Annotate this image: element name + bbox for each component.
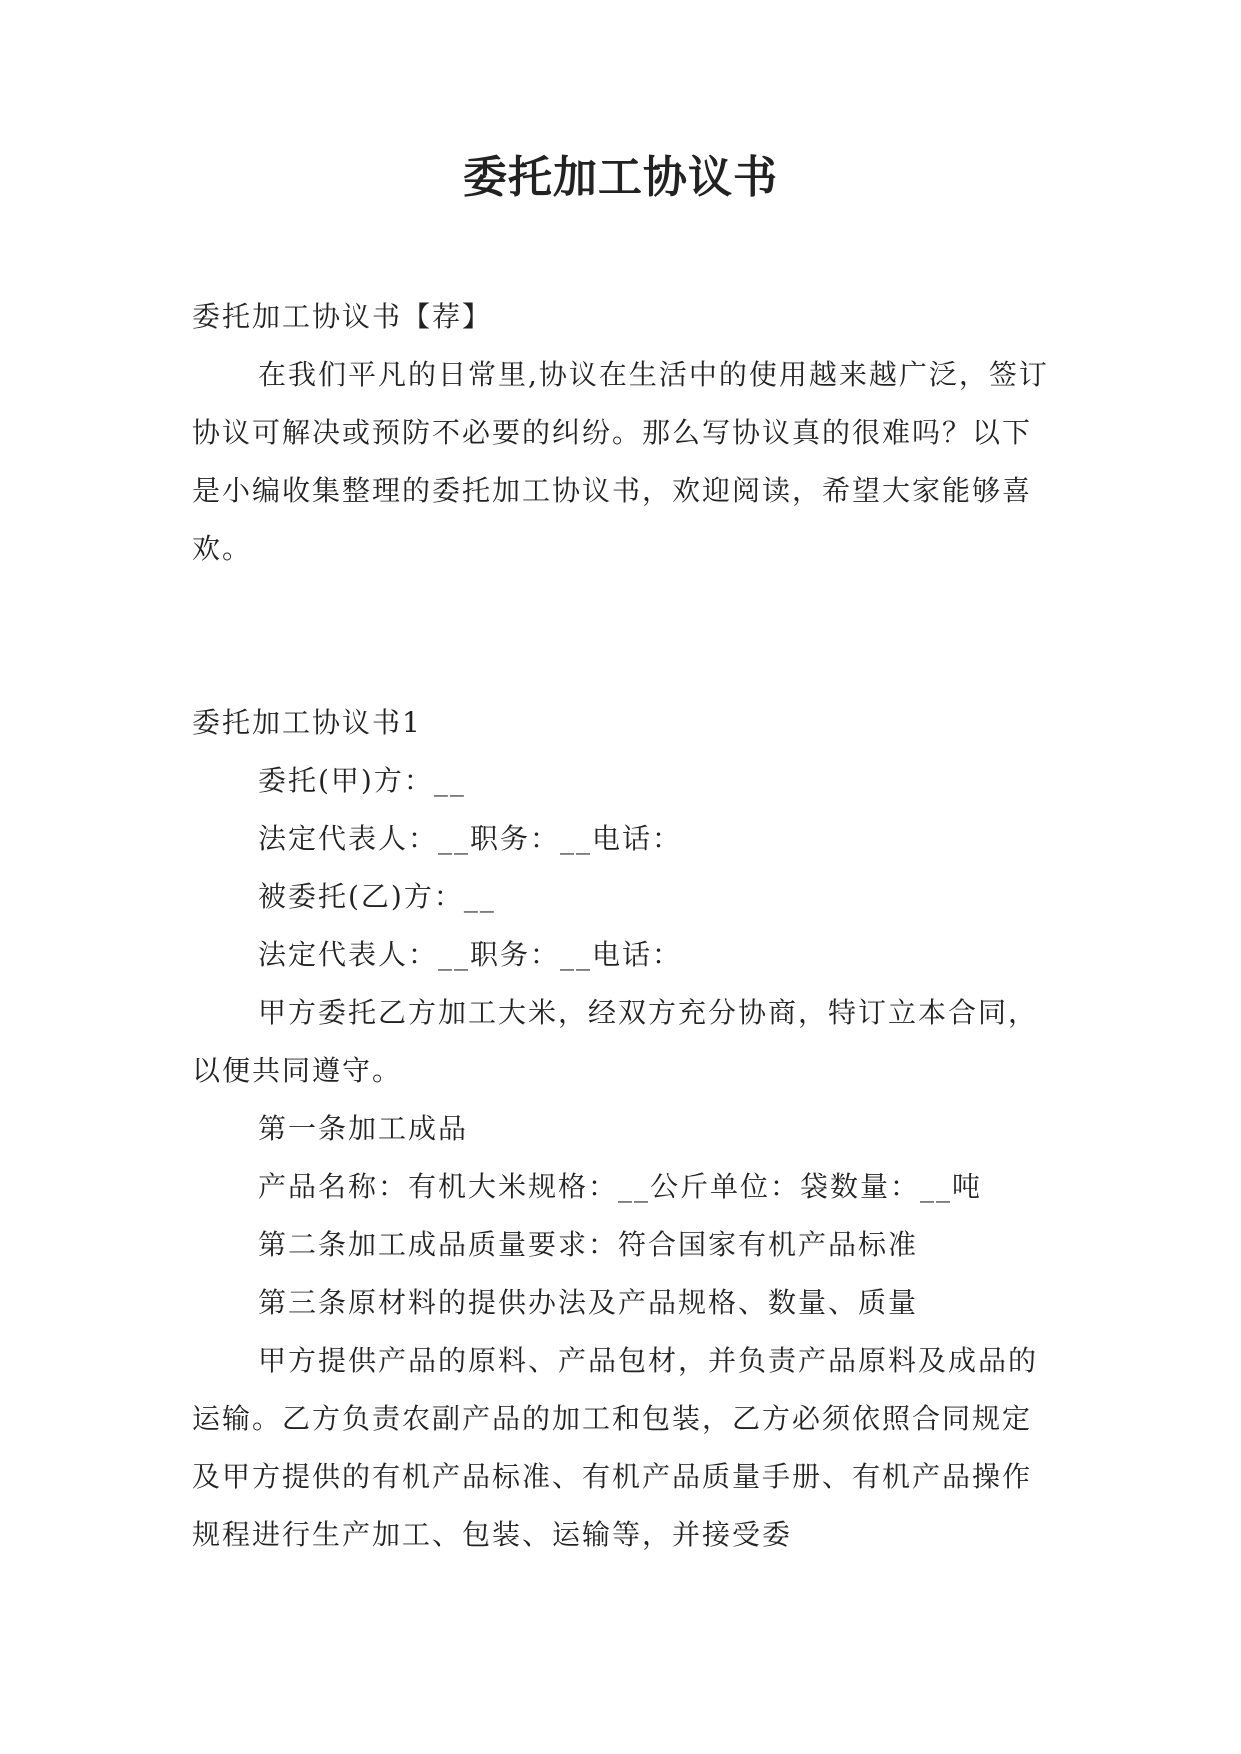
intro-paragraph: 在我们平凡的日常里,协议在生活中的使用越来越广泛，签订协议可解决或预防不必要的纠纷。那么写协议真的很难吗？以下是小编收集整理的委托加工协议书，欢迎阅读，希望大家能够喜欢。 xyxy=(192,358,1049,565)
article1-heading: 第一条加工成品 xyxy=(258,1112,469,1145)
article3-heading: 第三条原材料的提供办法及产品规格、数量、质量 xyxy=(258,1286,919,1319)
party-b-line: 被委托(乙)方：__ xyxy=(258,880,496,913)
section-spacer xyxy=(192,578,1057,694)
article2-line: 第二条加工成品质量要求：符合国家有机产品标准 xyxy=(258,1228,919,1261)
party-a-line: 委托(甲)方：__ xyxy=(258,764,466,797)
document-body xyxy=(192,288,1057,1564)
purpose-paragraph: 甲方委托乙方加工大米，经双方充分协商，特订立本合同，以便共同遵守。 xyxy=(192,996,1039,1087)
article3-paragraph: 甲方提供产品的原料、产品包材，并负责产品原料及成品的运输。乙方负责农副产品的加工和包装，乙方必须依照合同规定及甲方提供的有机产品标准、有机产品质量手册、有机产品操作规程进行生产加工、包装、运输等，并接受委 xyxy=(192,1344,1039,1551)
intro-heading: 委托加工协议书【荐】 xyxy=(192,300,493,333)
product-info-line: 产品名称：有机大米规格：__公斤单位：袋数量：__吨 xyxy=(258,1170,983,1203)
section1-heading: 委托加工协议书1 xyxy=(192,706,422,739)
party-b-representative-line: 法定代表人：__职务：__电话： xyxy=(258,938,683,971)
document-title: 委托加工协议书 xyxy=(463,152,778,203)
party-a-representative-line: 法定代表人：__职务：__电话： xyxy=(258,822,683,855)
